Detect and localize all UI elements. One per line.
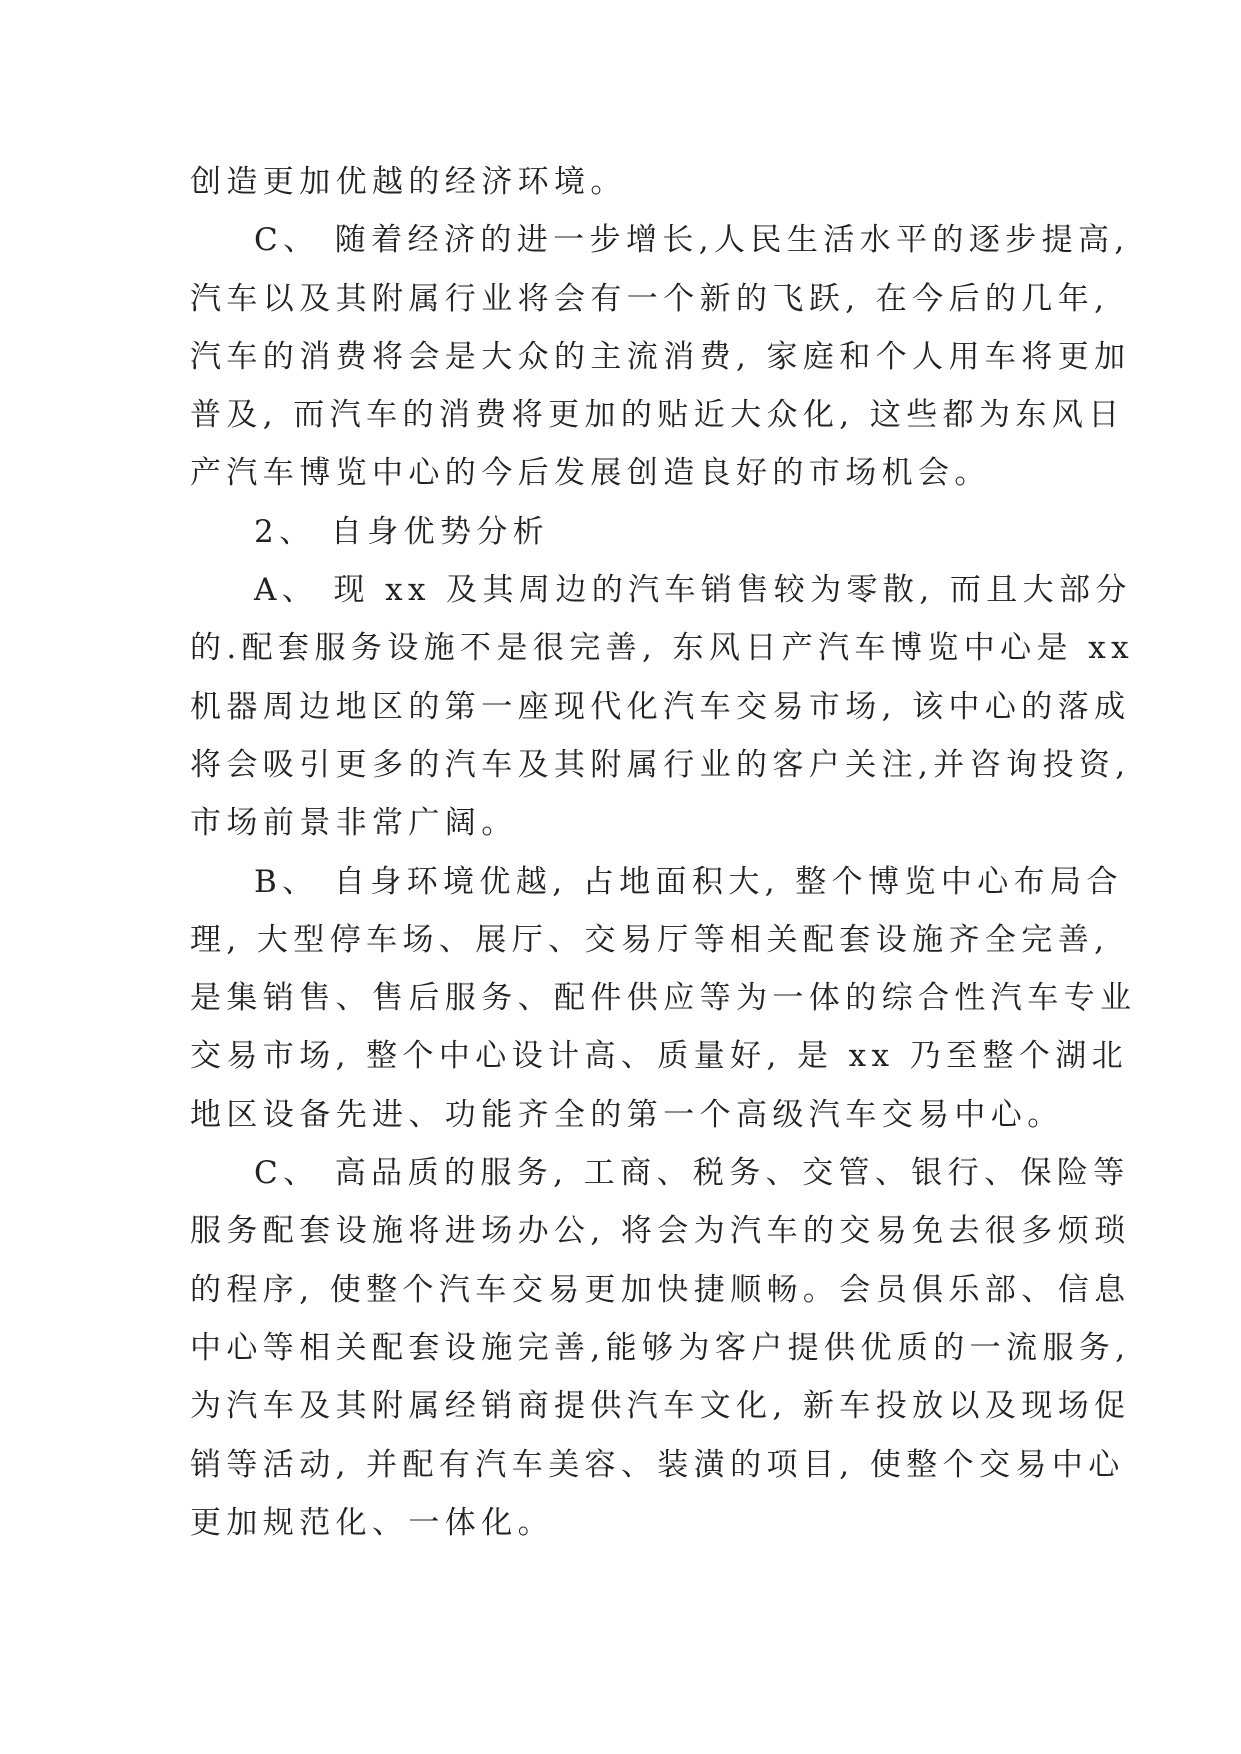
text-line: 地区设备先进、功能齐全的第一个高级汽车交易中心。 (190, 1096, 1064, 1133)
text-line: 中心等相关配套设施完善,能够为客户提供优质的一流服务, (190, 1329, 1131, 1366)
text-line: 机器周边地区的第一座现代化汽车交易市场, 该中心的落成 (190, 688, 1131, 725)
text-line: 产汽车博览中心的今后发展创造良好的市场机会。 (190, 455, 991, 492)
text-line: 普及, 而汽车的消费将更加的贴近大众化, 这些都为东风日 (190, 397, 1125, 434)
text-line: 创造更加优越的经济环境。 (190, 164, 627, 200)
body-text (190, 153, 1137, 1552)
text-line: 理, 大型停车场、展厅、交易厅等相关配套设施齐全完善, (190, 921, 1110, 958)
text-line: 汽车以及其附属行业将会有一个新的飞跃, 在今后的几年, (190, 280, 1110, 317)
paragraph-start-line: B、 自身环境优越, 占地面积大, 整个博览中心布局合 (254, 863, 1123, 900)
text-line: 为汽车及其附属经销商提供汽车文化, 新车投放以及现场促 (190, 1388, 1131, 1425)
section-heading: 2、 自身优势分析 (254, 513, 550, 550)
text-line: 的程序, 使整个汽车交易更加快捷顺畅。会员俱乐部、信息 (190, 1271, 1131, 1308)
text-line: 更加规范化、一体化。 (190, 1504, 554, 1541)
text-line: 市场前景非常广阔。 (190, 805, 518, 842)
text-line: 是集销售、售后服务、配件供应等为一体的综合性汽车专业 (190, 980, 1137, 1017)
paragraph-start-line: C、 随着经济的进一步增长,人民生活水平的逐步提高, (254, 222, 1130, 259)
paragraph-start-line: A、 现 xx 及其周边的汽车销售较为零散, 而且大部分 (254, 572, 1132, 609)
text-line: 服务配套设施将进场办公, 将会为汽车的交易免去很多烦琐 (190, 1213, 1131, 1250)
text-line: 汽车的消费将会是大众的主流消费, 家庭和个人用车将更加 (190, 338, 1131, 375)
text-line: 将会吸引更多的汽车及其附属行业的客户关注,并咨询投资, (190, 746, 1131, 783)
text-line: 交易市场, 整个中心设计高、质量好, 是 xx 乃至整个湖北 (190, 1038, 1129, 1075)
text-line: 的.配套服务设施不是很完善, 东风日产汽车博览中心是 xx (190, 630, 1134, 667)
paragraph-start-line: C、 高品质的服务, 工商、税务、交管、银行、保险等 (254, 1155, 1130, 1192)
text-line: 销等活动, 并配有汽车美容、装潢的项目, 使整个交易中心 (190, 1446, 1125, 1483)
